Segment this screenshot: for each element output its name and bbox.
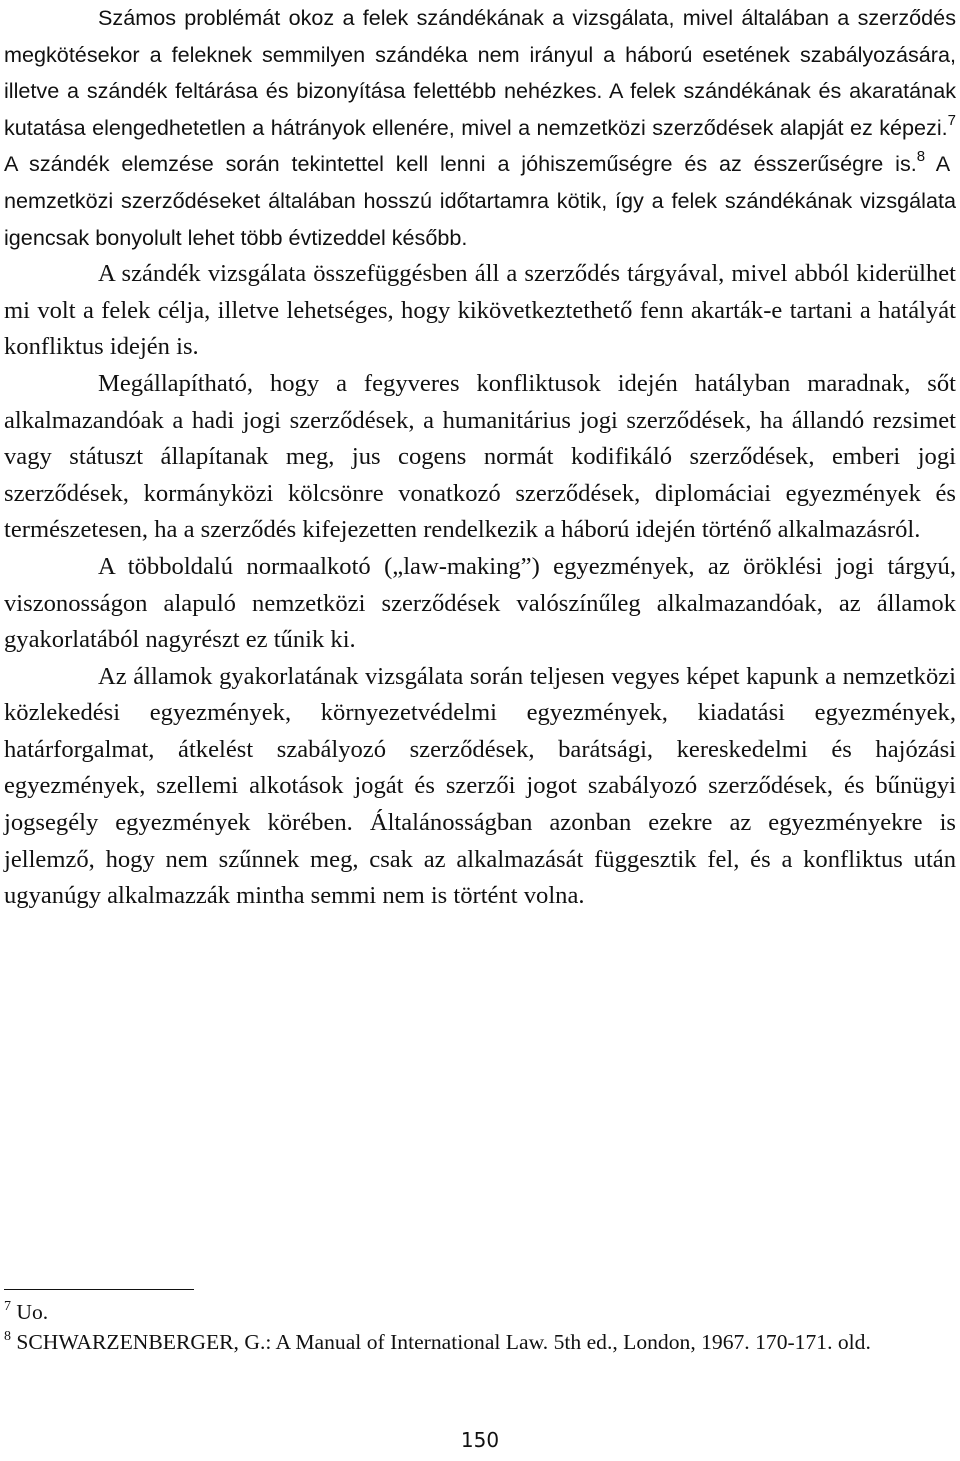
paragraph-4: A többoldalú normaalkotó („law-making”) egyezmények, az öröklési jogi tárgyú, viszonosságon alapuló nemzetközi szerződések valószínűleg alkalmazandóak, az államok gyakorlatából nagyrészt ez tűnik ki. [4,552,956,654]
paragraph-3: Megállapítható, hogy a fegyveres konfliktusok idején hatályban maradnak, sőt alkalmazandóak a hadi jogi szerződések, a humanitárius jogi szerződések, ha állandó rezsimet vagy státuszt állapítanak meg, jus cogens normát kodifikáló szerződések, emberi jogi szerződések, kormányközi kölcsönre vonatkozó szerződések, diplomáciai egyezmények és természetesen, ha a szerződés kifejezetten rendelkezik a háború idején történő alkalmazásról. [4,369,956,544]
paragraph-2: A szándék vizsgálata összefüggésben áll a szerződés tárgyával, mivel abból kiderülhet mi volt a felek célja, illetve lehetséges, hogy kikövetkeztethető fenn akarták-e tartani a hatályát konfliktus idején is. [4,260,956,361]
footnote-number: 7 [4,1298,11,1314]
paragraph-5: Az államok gyakorlatának vizsgálata során teljesen vegyes képet kapunk a nemzetközi közlekedési egyezmények, környezetvédelmi egyezmények, kiadatási egyezmények, határforgalmat, átkelést szabályozó szerződések, barátsági, kereskedelmi és hajózási egyezmények, szellemi alkotások jogát és szerzői jogot szabályozó szerződések, és bűnügyi jogsegély egyezmények körében. Általánosságban azonban ezekre az egyezményekre is jellemző, hogy nem szűnnek meg, csak az alkalmazását függesztik fel, és a konfliktus után ugyanúgy alkalmazzák mintha semmi nem is történt volna. [4,662,956,910]
body-text [4,0,956,915]
footnote-text: SCHWARZENBERGER, G.: A Manual of International Law. 5th ed., London, 1967. 170-171. old. [11,1330,871,1354]
page-number: 150 [460,1428,500,1452]
footnotes [4,1297,956,1357]
footnote-ref-7[interactable]: 7 [947,111,956,129]
footnote-8 [4,1327,956,1357]
paragraph-1-part-3: A nemzetközi szerződéseket általában hosszú időtartamra kötik, így a felek szándékának vizsgálata igencsak bonyolult lehet több évtizeddel később. [4,151,956,250]
footnote-separator [4,1289,194,1290]
footnote-text: Uo. [11,1300,49,1324]
document-page [4,0,956,1461]
footnote-7 [4,1297,956,1327]
paragraph-1-part-1: Számos problémát okoz a felek szándékának a vizsgálata, mivel általában a szerződés megkötésekor a feleknek semmilyen szándéka nem irányul a háború esetének szabályozására, illetve a szándék feltárása és bizonyítása felettébb nehézkes. A felek szándékának és akaratának kutatása elengedhetetlen a hátrányok ellenére, mivel a nemzetközi szerződések alapját ez képezi. [4,5,956,140]
footnote-number: 8 [4,1328,11,1344]
paragraph-1 [4,0,956,256]
paragraph-1-part-2: A szándék elemzése során tekintettel kell lenni a jóhiszeműségre és az ésszerűségre is. [4,151,917,177]
footnote-ref-8[interactable]: 8 [916,148,926,166]
